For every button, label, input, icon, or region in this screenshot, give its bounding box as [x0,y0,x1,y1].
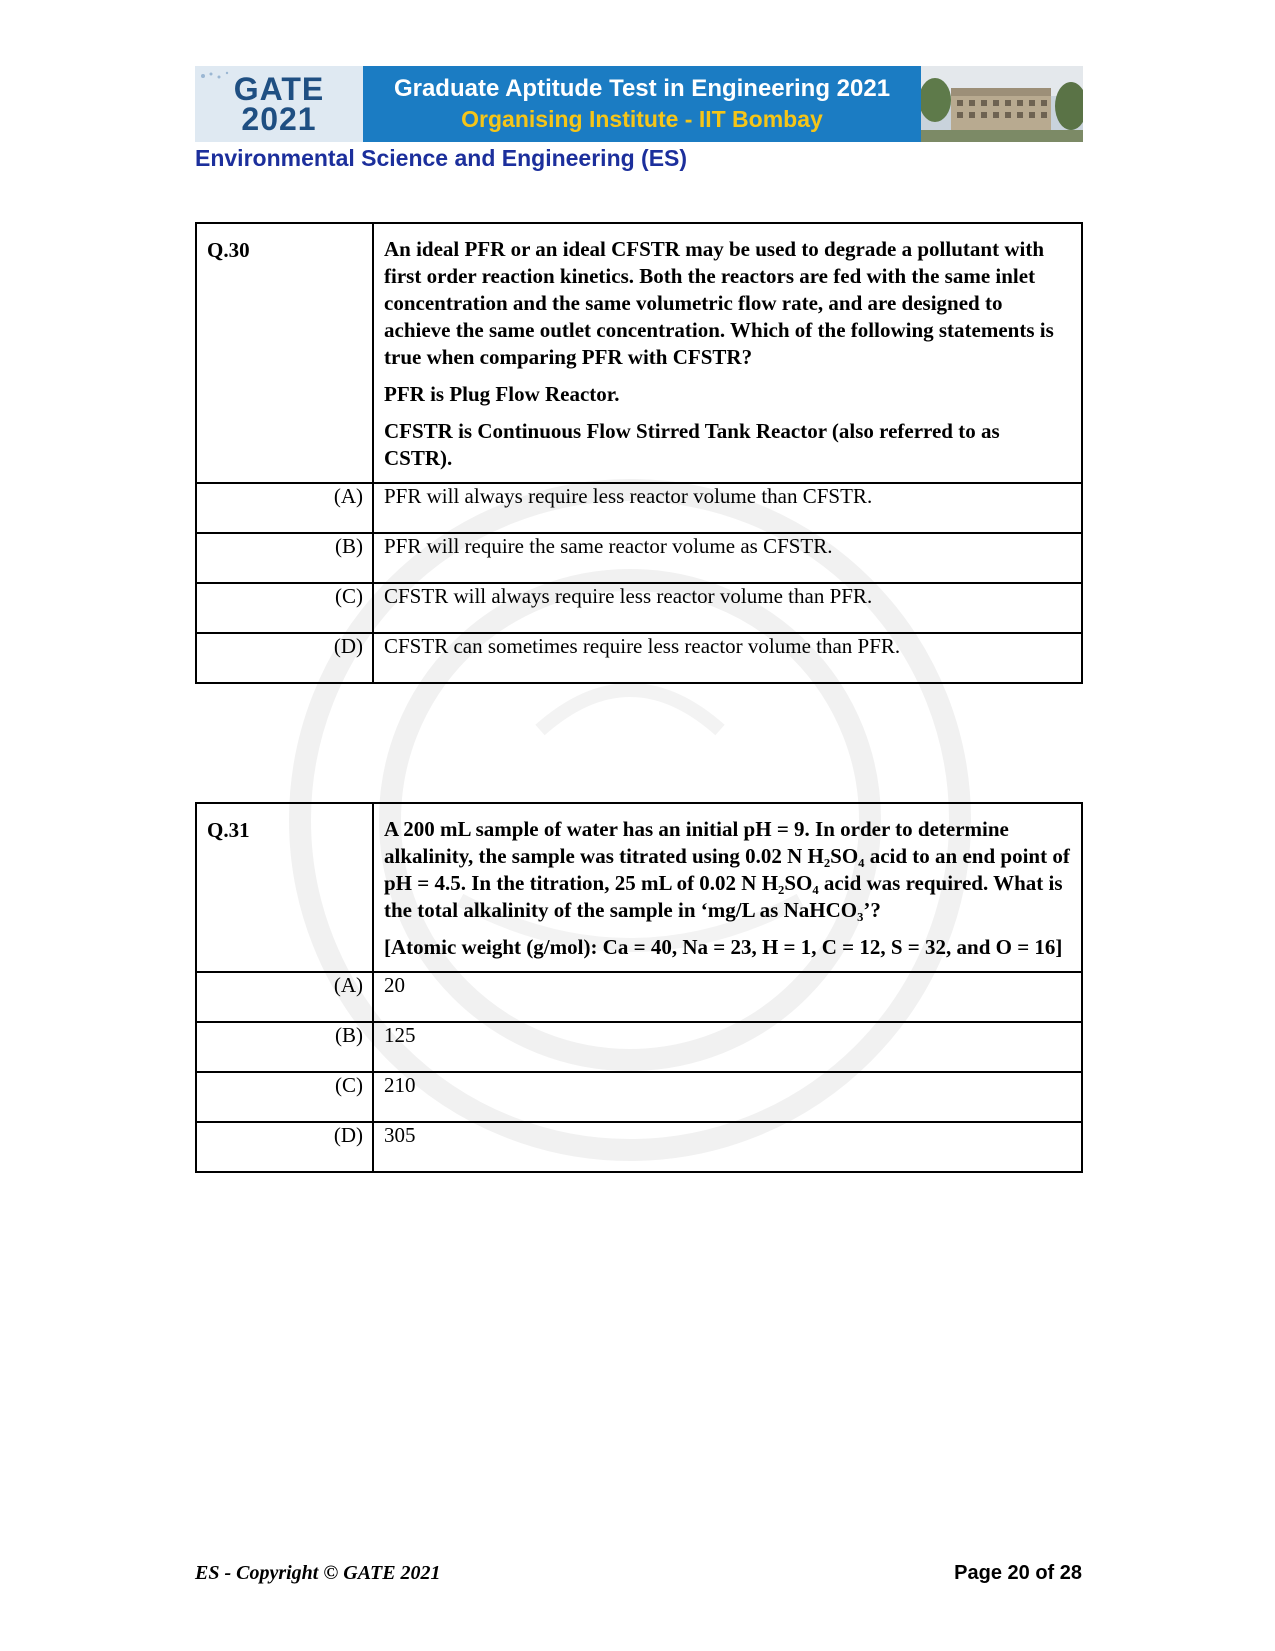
question-paragraph: PFR is Plug Flow Reactor. [384,382,620,406]
logo-text-year: 2021 [241,101,317,137]
option-label: (C) [196,1072,373,1122]
option-row-d [196,1122,1082,1172]
option-text: CFSTR will always require less reactor volume than PFR. [373,583,1082,633]
question-number: Q.30 [196,223,373,483]
option-text: 305 [373,1122,1082,1172]
option-label: (C) [196,583,373,633]
option-label: (B) [196,1022,373,1072]
option-row-a [196,972,1082,1022]
question-row [196,223,1082,483]
banner-title: Graduate Aptitude Test in Engineering 2021 [393,75,891,102]
question-row [196,803,1082,972]
option-label: (A) [196,483,373,533]
question-paragraph: An ideal PFR or an ideal CFSTR may be used to degrade a pollutant with first order reaction kinetics. Both the reactors are fed with the same inlet concentration and the same volumetric flow rate, and are designed to achieve the same outlet concentration. Which of the following statements is true when comparing PFR with CFSTR? [384,237,1054,369]
question-table-q30 [195,222,1083,684]
logo-decoration-icon [199,70,239,84]
campus-building-photo [921,66,1083,142]
question-text [373,223,1082,483]
option-text: 125 [373,1022,1082,1072]
option-text: PFR will require the same reactor volume as CFSTR. [373,533,1082,583]
question-paragraph: CFSTR is Continuous Flow Stirred Tank Reactor (also referred to as CSTR). [384,419,1000,470]
option-label: (B) [196,533,373,583]
question-table-q31 [195,802,1083,1173]
option-text: 210 [373,1072,1082,1122]
option-row-b [196,533,1082,583]
header-banner [195,66,1083,142]
logo-text-gate: GATE [233,71,325,107]
option-row-b [196,1022,1082,1072]
option-row-c [196,583,1082,633]
question-paragraph: A 200 mL sample of water has an initial pH = 9. In order to determine alkalinity, the sample was titrated using 0.02 N H₂SO₄ acid to an end point of pH = 4.5. In the titration, 25 mL of 0.02 N H₂SO₄ acid was required. What is the total alkalinity of the sample in ‘mg/L as NaHCO₃’? [384,817,1070,922]
question-text [373,803,1082,972]
option-row-c [196,1072,1082,1122]
option-row-d [196,633,1082,683]
banner-subtitle: Organising Institute - IIT Bombay [461,106,823,132]
section-title: Environmental Science and Engineering (ES) [195,145,688,171]
footer-page-number: Page 20 of 28 [954,1562,1082,1584]
question-paragraph: [Atomic weight (g/mol): Ca = 40, Na = 23, H = 1, C = 12, S = 32, and O = 16] [384,935,1063,959]
option-label: (D) [196,1122,373,1172]
option-text: CFSTR can sometimes require less reactor volume than PFR. [373,633,1082,683]
gate-logo [195,66,363,142]
banner-text-block [363,66,921,142]
option-text: 20 [373,972,1082,1022]
question-number: Q.31 [196,803,373,972]
option-row-a [196,483,1082,533]
option-label: (A) [196,972,373,1022]
option-label: (D) [196,633,373,683]
option-text: PFR will always require less reactor volume than CFSTR. [373,483,1082,533]
footer-copyright: ES - Copyright © GATE 2021 [195,1562,441,1584]
